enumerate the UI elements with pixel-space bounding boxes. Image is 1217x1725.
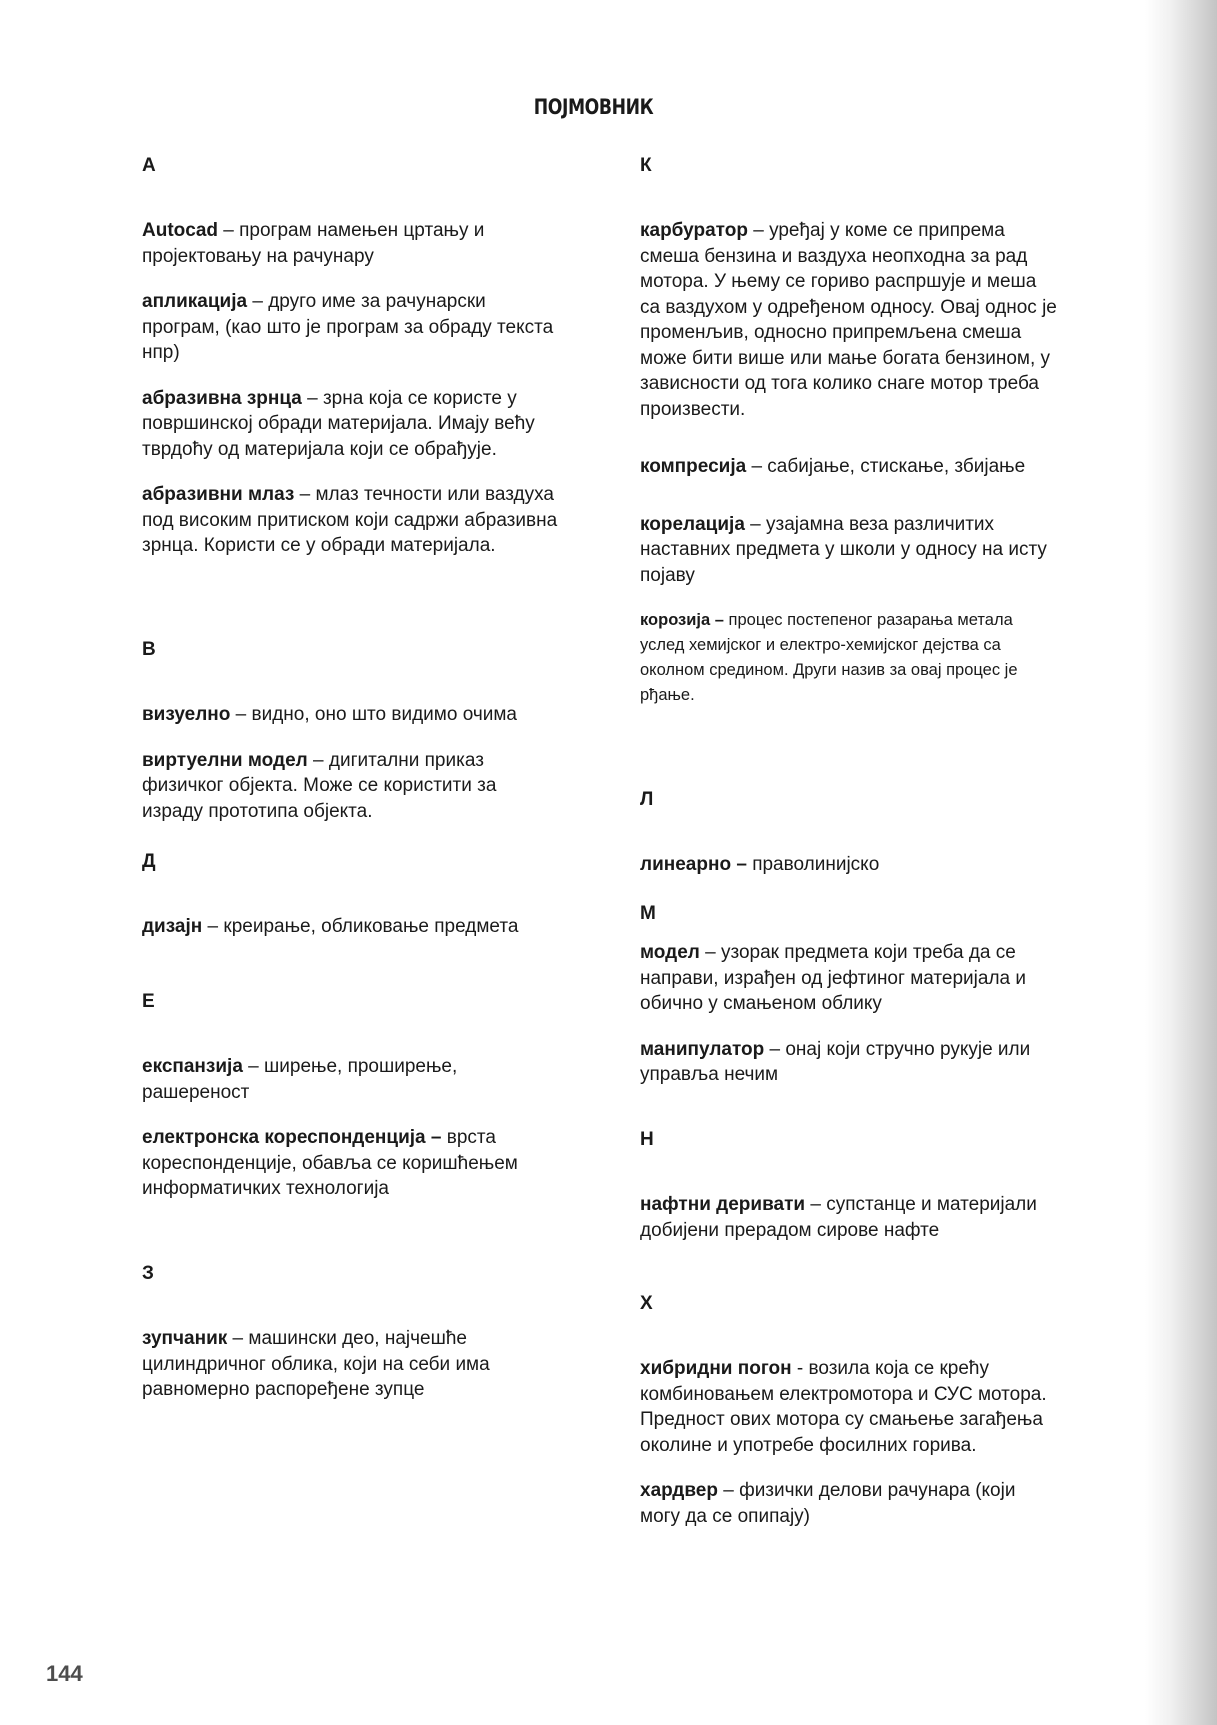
- entry-separator: –: [202, 916, 224, 937]
- entry-term: нафтни деривати: [640, 1194, 806, 1215]
- glossary-entry: [640, 1192, 1060, 1243]
- section-letter: Л: [640, 789, 654, 810]
- entry-definition: зрна која се користе у површинској обради материјала. Имају већу тврдоћу од материјала који се обрађује.: [142, 387, 535, 460]
- entry-term: модел: [640, 942, 700, 963]
- glossary-entry: [640, 608, 1060, 708]
- glossary-section-d: [142, 850, 562, 960]
- entry-term: компресија: [640, 456, 747, 477]
- entry-definition: узајамна веза различитих наставних предмета у школи у односу на исту појаву: [640, 513, 1047, 586]
- entry-definition: сабијање, стискање, збијање: [767, 456, 1026, 477]
- page-title: ПОЈМОВНИК: [533, 95, 654, 119]
- entry-definition: физички делови рачунара (који могу да се опипају): [640, 1480, 1016, 1527]
- section-letter: Н: [640, 1129, 654, 1150]
- glossary-section-m: [640, 902, 1060, 1108]
- entry-separator: –: [230, 704, 252, 725]
- entry-separator: -: [791, 1358, 809, 1379]
- glossary-section-z: [142, 1262, 562, 1423]
- entry-separator: –: [744, 513, 767, 535]
- entry-separator: –: [247, 291, 269, 312]
- glossary-entry: [640, 940, 1060, 1017]
- entry-term: експанзија: [142, 1056, 243, 1077]
- glossary-entry: [640, 852, 1060, 878]
- glossary-entry: [142, 482, 562, 559]
- glossary-section-a: [142, 154, 562, 579]
- entry-separator: –: [764, 1038, 786, 1060]
- entry-separator: –: [294, 484, 316, 505]
- entry-definition: врста кореспонденције, обавља се коришћењем информатичких технологија: [142, 1127, 518, 1199]
- glossary-section-e: [142, 990, 562, 1222]
- entry-term: апликација: [142, 291, 248, 312]
- glossary-entry: [640, 1356, 1060, 1458]
- section-letter: Д: [142, 851, 156, 872]
- entry-term: хибридни погон: [640, 1358, 792, 1379]
- entry-term: визуелно: [142, 704, 231, 725]
- glossary-entry: [142, 386, 562, 463]
- glossary-section-k: [640, 154, 1060, 728]
- entry-separator: –: [227, 1328, 249, 1349]
- entry-term: хардвер: [640, 1480, 718, 1501]
- entry-separator: –: [307, 749, 329, 771]
- glossary-entry: [142, 1054, 562, 1105]
- glossary-section-h: [640, 1292, 1060, 1549]
- entry-separator: –: [747, 220, 770, 241]
- entry-term: линеарно –: [640, 854, 747, 875]
- entry-separator: –: [746, 456, 768, 477]
- glossary-entry: [640, 1037, 1060, 1088]
- page-number: 144: [46, 1661, 83, 1686]
- entry-definition: процес постепеног разарања метала услед хемијског и електро-хемијског дејства са околном средином. Други назив за овај процес је рђање.: [640, 611, 1018, 704]
- glossary-entry: [142, 748, 562, 825]
- section-letter: К: [640, 155, 652, 176]
- glossary-entry: [640, 512, 1060, 589]
- glossary-entry: [142, 289, 562, 366]
- entry-definition: узорак предмета који треба да се направи, израђен од јефтиног материјала и обично у смањеном облику: [640, 942, 1026, 1014]
- glossary-entry: [142, 702, 562, 728]
- entry-definition: машински део, најчешће цилиндричног облика, који на себи има равномерно распоређене зупце: [142, 1328, 490, 1400]
- glossary-entry: [142, 914, 562, 940]
- entry-term: корелација: [640, 513, 745, 535]
- glossary-section-l: [640, 788, 1060, 898]
- entry-definition: праволинијско: [752, 854, 880, 875]
- entry-definition: возила која се крећу комбиновањем електромотора и СУС мотора. Предност ових мотора су смањење загађења околине и употребе фосилних горива.: [640, 1358, 1047, 1456]
- entry-separator: –: [805, 1194, 827, 1215]
- glossary-section-n: [640, 1128, 1060, 1263]
- entry-term: абразивна зрнца: [142, 387, 302, 409]
- entry-definition: друго име за рачунарски програм, (као што је програм за обраду текста нпр): [142, 291, 554, 363]
- entry-definition: ширење, проширење, рашереност: [142, 1056, 458, 1103]
- glossary-entry: [640, 218, 1060, 422]
- entry-separator: –: [218, 220, 240, 241]
- entry-definition: програм намењен цртању и пројектовању на рачунару: [142, 220, 485, 267]
- entry-term: карбуратор: [640, 220, 748, 241]
- section-letter: З: [142, 1263, 154, 1284]
- entry-term: манипулатор: [640, 1038, 765, 1060]
- entry-term: корозија –: [640, 611, 724, 629]
- entry-definition: млаз течности или ваздуха под високим притиском који садржи абразивна зрнца. Користи се у обради материјала.: [142, 484, 558, 556]
- section-letter: М: [640, 903, 656, 924]
- page-edge-shadow: [1145, 0, 1217, 1725]
- section-letter: Х: [640, 1293, 653, 1314]
- entry-term: виртуелни модел: [142, 749, 308, 771]
- entry-separator: –: [717, 1480, 740, 1501]
- section-letter: А: [142, 155, 156, 176]
- entry-definition: уређај у коме се припрема смеша бензина и ваздуха неопходна за рад мотора. У њему се гориво распршује и меша са ваздухом у одређеном односу. Овај однос је променљив, односно припремљена смеша може бити више или мање богата бензином, у зависности од тога колико снаге мотор треба произвести.: [640, 220, 1057, 420]
- entry-term: абразивни млаз: [142, 484, 295, 505]
- section-letter: В: [142, 639, 156, 660]
- entry-definition: видно, оно што видимо очима: [251, 704, 517, 725]
- entry-definition: креирање, обликовање предмета: [223, 916, 519, 937]
- glossary-entry: [142, 1326, 562, 1403]
- entry-term: дизајн: [142, 916, 203, 937]
- entry-term: електронска кореспонденција –: [142, 1127, 442, 1148]
- glossary-entry: [142, 1125, 562, 1202]
- entry-separator: –: [699, 942, 721, 963]
- glossary-entry: [142, 218, 562, 269]
- entry-definition: супстанце и материјали добијени прерадом сирове нафте: [640, 1194, 1037, 1241]
- entry-term: зупчаник: [142, 1328, 228, 1349]
- glossary-entry: [640, 1478, 1060, 1529]
- section-letter: Е: [142, 991, 155, 1012]
- glossary-entry: [640, 454, 1060, 480]
- entry-separator: –: [301, 387, 323, 409]
- entry-definition: онај који стручно рукује или управља нечим: [640, 1038, 1031, 1085]
- entry-term: Autocad: [142, 220, 218, 241]
- entry-separator: –: [242, 1056, 265, 1077]
- glossary-section-v: [142, 638, 562, 844]
- entry-definition: дигитални приказ физичког објекта. Може се користити за израду прототипа објекта.: [142, 749, 497, 822]
